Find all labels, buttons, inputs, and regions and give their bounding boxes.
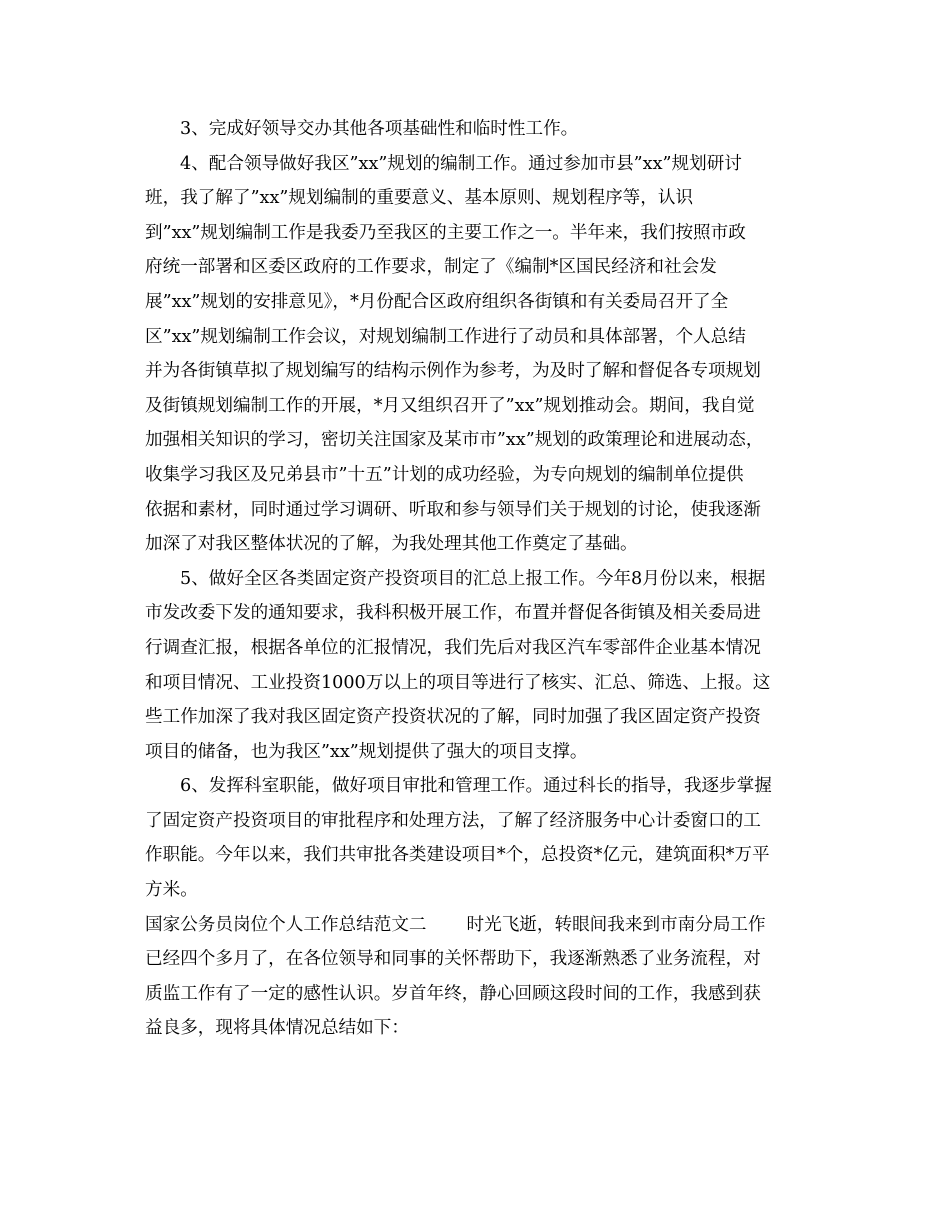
paragraph-item-4-line-9: 加强相关知识的学习，密切关注国家及某市市”xx”规划的政策理论和进展动态， <box>145 430 764 451</box>
closing-line-2: 质监工作有了一定的感性认识。岁首年终，静心回顾这段时间的工作，我感到获 <box>145 983 761 1004</box>
paragraph-item-5-line-6: 项目的储备，也为我区”xx”规划提供了强大的项目支撑。 <box>145 741 588 762</box>
closing-line-3: 益良多，现将具体情况总结如下： <box>145 1018 409 1039</box>
paragraph-item-3: 3、完成好领导交办其他各项基础性和临时性工作。 <box>180 119 579 139</box>
paragraph-item-5-line-4: 和项目情况、工业投资1000万以上的项目等进行了核实、汇总、筛选、上报。这 <box>145 672 771 693</box>
paragraph-item-4-line-4: 府统一部署和区委区政府的工作要求，制定了《编制*区国民经济和社会发 <box>145 257 717 278</box>
paragraph-item-4-line-1: 4、配合领导做好我区”xx”规划的编制工作。通过参加市县”xx”规划研讨 <box>180 153 742 174</box>
paragraph-item-5-line-2: 市发改委下发的通知要求，我科积极开展工作，布置并督促各街镇及相关委局进 <box>145 603 761 624</box>
document-body <box>145 112 805 1046</box>
paragraph-item-4-line-7: 并为各街镇草拟了规划编写的结构示例作为参考，为及时了解和督促各专项规划 <box>145 361 761 382</box>
paragraph-item-5-line-1: 5、做好全区各类固定资产投资项目的汇总上报工作。今年8月份以来，根据 <box>180 568 766 589</box>
paragraph-item-6-line-2: 了固定资产投资项目的审批程序和处理方法，了解了经济服务中心计委窗口的工 <box>145 810 761 831</box>
section-title: 国家公务员岗位个人工作总结范文二 <box>145 914 427 935</box>
paragraph-item-4-line-3: 到”xx”规划编制工作是我委乃至我区的主要工作之一。半年来，我们按照市政 <box>145 222 746 243</box>
paragraph-item-4-line-8: 及街镇规划编制工作的开展，*月又组织召开了”xx”规划推动会。期间，我自觉 <box>145 395 755 416</box>
paragraph-item-5-line-5: 些工作加深了我对我区固定资产投资状况的了解，同时加强了我区固定资产投资 <box>145 707 761 728</box>
paragraph-item-6-line-1: 6、发挥科室职能，做好项目审批和管理工作。通过科长的指导，我逐步掌握 <box>180 776 772 797</box>
section-lead: 时光飞逝，转眼间我来到市南分局工作 <box>466 914 766 935</box>
paragraph-item-4-line-10: 收集学习我区及兄弟县市”十五”计划的成功经验，为专向规划的编制单位提供 <box>145 464 744 485</box>
paragraph-item-6-line-3: 作职能。今年以来，我们共审批各类建设项目*个，总投资*亿元，建筑面积*万平 <box>145 845 770 866</box>
paragraph-item-4-line-11: 依据和素材，同时通过学习调研、听取和参与领导们关于规划的讨论，使我逐渐 <box>145 499 761 520</box>
paragraph-item-4-line-5: 展”xx”规划的安排意见》，*月份配合区政府组织各街镇和有关委局召开了全 <box>145 291 729 312</box>
closing-line-1: 已经四个多月了，在各位领导和同事的关怀帮助下，我逐渐熟悉了业务流程，对 <box>145 949 761 970</box>
paragraph-item-6-line-4: 方米。 <box>145 880 198 901</box>
paragraph-item-4-line-6: 区”xx”规划编制工作会议，对规划编制工作进行了动员和具体部署，个人总结 <box>145 326 746 347</box>
paragraph-item-4-line-2: 班，我了解了”xx”规划编制的重要意义、基本原则、规划程序等，认识 <box>145 188 694 209</box>
paragraph-item-5-line-3: 行调查汇报，根据各单位的汇报情况，我们先后对我区汽车零部件企业基本情况 <box>145 637 761 658</box>
section-heading-line <box>145 908 805 943</box>
paragraph-item-4-line-12: 加深了对我区整体状况的了解，为我处理其他工作奠定了基础。 <box>145 534 638 555</box>
